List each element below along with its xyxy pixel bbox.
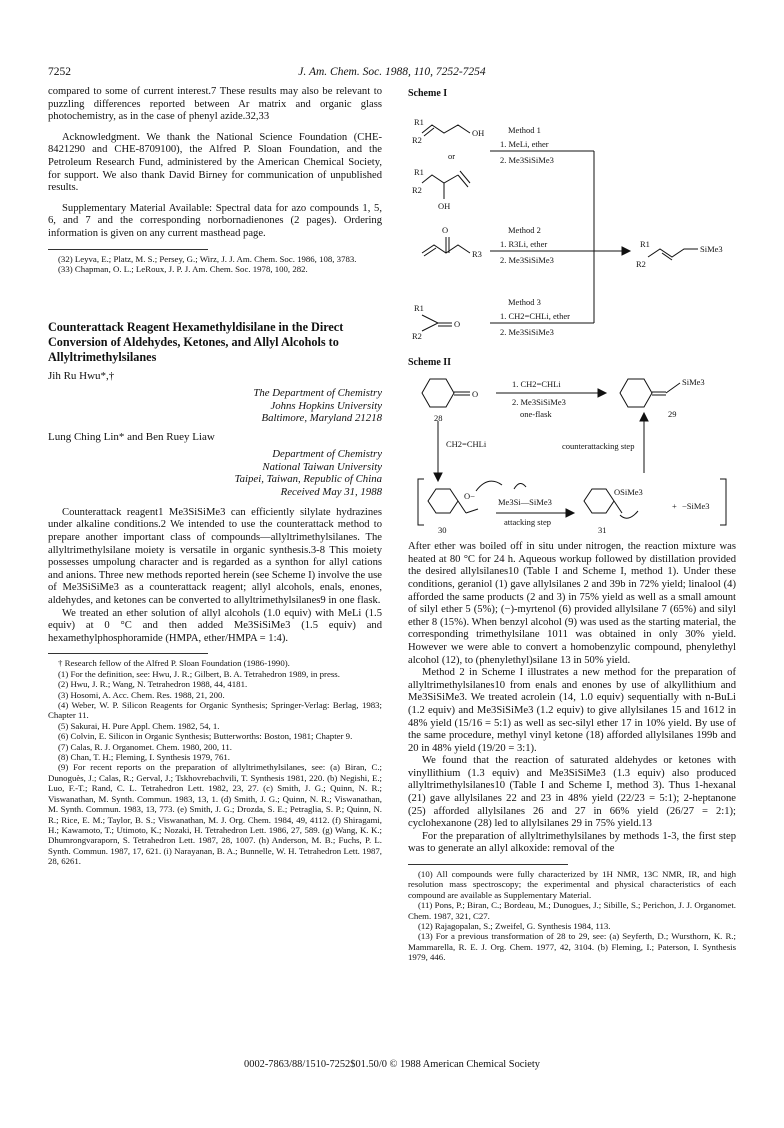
footnote-divider — [408, 864, 568, 865]
reference-item: (32) Leyva, E.; Platz, M. S.; Persey, G.; Wirz, J. J. Am. Chem. Soc. 1986, 108, 3783. — [58, 253, 357, 264]
footnote-item: † Research fellow of the Alfred P. Sloan Foundation (1986-1990). — [58, 658, 290, 669]
footnotes — [48, 658, 382, 866]
running-header — [48, 66, 736, 82]
double-bond — [424, 128, 434, 136]
ketone-skeleton — [422, 315, 438, 331]
affiliation-line: Taipei, Taiwan, Republic of China — [234, 473, 382, 486]
counterattacking-step-label: counterattacking step — [562, 441, 635, 452]
affiliation-line: Baltimore, Maryland 21218 — [261, 412, 382, 425]
page-number: 7252 — [48, 66, 71, 78]
oh-label: OH — [472, 127, 485, 138]
body-paragraph: Counterattack reagent1 Me3SiSiMe3 can efficiently silylate hydrazines under alkaline conditions.2 We intended to use the counterattack method to prepare another important class of compounds—allyltrimethylsilanes. The allyltrimethylsilane moiety is versatile in organic synthesis.3-8 This moiety possesses umpolung character and is regarded as a synthon for allyl cations and anions. Three new methods reported herein (see Scheme I) involve the use of Me3SiSiMe3 as a counterattack reagent; allyl alcohols, enals, enones, aldehydes, and ketones can be converted to allyltrimethylsilanes9 in one flask. — [48, 506, 382, 607]
received-date: Received May 31, 1988 — [280, 486, 382, 499]
method-3-reagent: 2. Me3SiSiMe3 — [500, 326, 554, 337]
scheme-2-diagram — [408, 373, 736, 533]
method-1-label: Method 1 — [508, 124, 541, 135]
affiliation-1 — [48, 387, 382, 425]
r1-label: R1 — [414, 166, 424, 177]
arrow-head — [434, 473, 442, 481]
allylsilane-product — [648, 249, 698, 257]
scheme-2-label: Scheme II — [408, 356, 452, 368]
sime3-label: SiMe3 — [682, 377, 705, 388]
author-2: Lung Ching Lin* and Ben Ruey Liaw — [48, 431, 215, 444]
r1-label: R1 — [414, 116, 424, 127]
scheme-1-label: Scheme I — [408, 88, 448, 99]
article-title: Counterattack Reagent Hexamethyldisilane in the Direct Conversion of Aldehydes, Ketones, and Allyl Alcohols to Allyltrimethylsilanes — [48, 320, 344, 364]
method-3-reagent: 1. CH2=CHLi, ether — [500, 310, 570, 321]
attack-arrow-curve — [476, 481, 502, 491]
compound-30: 30 — [438, 525, 447, 534]
attacking-step-label: attacking step — [504, 517, 551, 528]
reagent-2: 2. Me3SiSiMe3 — [512, 397, 566, 408]
o-label: O — [454, 318, 461, 329]
method-2-reagent: 2. Me3SiSiMe3 — [500, 254, 554, 265]
body-paragraph: Method 2 in Scheme I illustrates a new method for the preparation of allyltrimethylsilanes10 from enals and enones by use of alkyllithium and Me3SiSiMe3. We treated acrolein (14, 1.0 equiv) sequentially with n-BuLi (1.2 equiv) and Me3SiSiMe3 (1.2 equiv) to give allylsilanes 15 and 1612 in 48% yield (15/16 = 5:1) as well as sec-silyl ether 17 in 10% yield. By use of the same procedure, methyl vinyl ketone (18) afforded allylsilanes 199b and 20 in 48% yield (19/20 = 3:1). — [408, 667, 736, 754]
scheme-1-diagram — [408, 105, 736, 355]
compound-28: 28 — [434, 413, 443, 424]
method-2-reagent: 1. R3Li, ether — [500, 238, 548, 249]
left-column — [48, 86, 382, 867]
ch2-bond — [666, 383, 680, 393]
double-bond — [424, 248, 436, 256]
footnote-item: (1) For the definition, see: Hwu, J. R.; Gilbert, B. A. Tetrahedron 1989, in press. — [58, 668, 340, 679]
r2-label: R2 — [412, 330, 422, 341]
body-paragraph: We found that the reaction of saturated aldehydes or ketones with vinyllithium (1.3 equiv) and Me3SiSiMe3 (1.3 equiv) also produced allyltrimethylsilanes10 (Table I and Scheme I, method 3). Thus 1-hexanal (21) gave allylsilanes 22 and 23 in 48% yield (22/23 = 5:1); 2-heptanone (25) afforded allylsilanes 26 and 27 in 66% yield (26/27 = 2:1); cyclohexanone (28) led to allylsilanes 29 in 75% yield.13 — [408, 755, 736, 830]
oh-label: OH — [438, 200, 451, 211]
r2-label: R2 — [412, 134, 422, 145]
o-label: O — [442, 224, 449, 235]
journal-citation: J. Am. Chem. Soc. 1988, 110, 7252-7254 — [298, 66, 486, 78]
osime3-label: OSiMe3 — [614, 487, 643, 498]
cyclohexylidene-ring — [620, 379, 652, 407]
footnote-item: (6) Colvin, E. Silicon in Organic Synthesis; Butterworths: Boston, 1981; Chapter 9. — [58, 731, 353, 742]
o-label: O — [472, 389, 479, 400]
previous-references — [48, 254, 382, 275]
alkoxide-ring — [428, 489, 458, 513]
plus-sign: + — [672, 501, 677, 512]
compound-29: 29 — [668, 409, 677, 420]
footnote-item: (7) Calas, R. J. Organomet. Chem. 1980, 200, 11. — [58, 741, 232, 752]
body-paragraph: For the preparation of allyltrimethylsilanes by methods 1-3, the first step was to generate an allyl alkoxide: removal of the — [408, 830, 736, 855]
tertiary-allyl-alcohol — [422, 175, 458, 183]
allyl-arrow-curve — [620, 511, 638, 518]
vinyl-bond — [466, 509, 478, 513]
one-flask-label: one-flask — [520, 409, 552, 420]
reference-item: (33) Chapman, O. L.; LeRoux, J. P. J. Am. Chem. Soc. 1978, 100, 282. — [58, 263, 308, 274]
r3-label: R3 — [472, 248, 482, 259]
r1-label: R1 — [640, 238, 650, 249]
previous-article-text: compared to some of current interest.7 These results may also be relevant to puzzling differences reported between Ar matrix and organic glass photochemistry, as in the case of phenyl azide.32,33 — [48, 86, 382, 123]
r2-label: R2 — [636, 258, 646, 269]
footnote-item: (12) Rajagopalan, S.; Zweifel, G. Synthesis 1984, 113. — [418, 921, 611, 932]
or-label: or — [448, 150, 456, 161]
method-2-label: Method 2 — [508, 224, 541, 235]
footnote-item: (4) Weber, W. P. Silicon Reagents for Organic Synthesis; Springer-Verlag: Berlag, 1983; Chapter 11. — [48, 700, 382, 721]
body-paragraph: We treated an ether solution of allyl alcohols (1.0 equiv) with MeLi (1.5 equiv) at 0 °C and then added Me3SiSiMe3 (1.5 equiv) and hexamethylphosphoramide (HMPA, ether/HMPA = 1:4). — [48, 607, 382, 644]
footnote-item: (11) Pons, P.; Biran, C.; Bordeau, M.; Dunogues, J.; Sibille, S.; Perichon, J. J. Organomet. Chem. 1987, 321, C27. — [408, 900, 736, 921]
compound-31: 31 — [598, 525, 607, 534]
affiliation-line: National Taiwan University — [262, 460, 382, 473]
reagent-1: 1. CH2=CHLi — [512, 379, 561, 390]
disilane-label: Me3Si—SiMe3 — [498, 497, 552, 508]
reference-divider — [48, 249, 208, 250]
footnote-item: (13) For a previous transformation of 28 to 29, see: (a) Seyferth, D.; Wursthorn, K. R.; Mammarella, R. E. J. Org. Chem. 1977, 42, 3104. (b) Fleming, I.; Paterson, I. Synthesis 1979, 446. — [408, 931, 736, 963]
r1-label: R1 — [414, 302, 424, 313]
footnote-item: (3) Hosomi, A. Acc. Chem. Res. 1988, 21, 200. — [58, 689, 225, 700]
affiliation-line: The Department of Chemistry — [253, 386, 382, 399]
copyright-footer: 0002-7863/88/1510-7252$01.50/0 © 1988 American Chemical Society — [244, 1059, 540, 1070]
cyclohexanone-ring — [422, 379, 454, 407]
body-paragraph: After ether was boiled off in situ under nitrogen, the reaction mixture was heated at 80 °C for 24 h. Aqueous workup followed by distillation provided the desired allylsilanes10 (Table I and Scheme I, method 1). Under these conditions, geraniol (1) gave allylsilanes 2 and 39b in 72% yield; linalool (4) afforded the same products (2 and 3) in 75% yield as well as a small amount of silyl ether 5 (5%); (−)-myrtenol (6) provided allylsilane 7 (65%) and silyl ether 8 (15%). When benzyl alcohol (9) was used as the starting material, the corresponding trimethylsilane 1011 was obtained in only 30% yield. However we were able to convert a homobenzylic compound, phenylethyl alcohol (12), to (phenylethyl)silane 13 in 50% yield. — [408, 541, 736, 666]
method-3-label: Method 3 — [508, 296, 541, 307]
arrow-head — [640, 413, 648, 421]
silyl-anion-label: −SiMe3 — [682, 501, 710, 512]
allyl-bond — [614, 501, 622, 513]
affiliation-line: Johns Hopkins University — [270, 399, 382, 412]
footnote-item: (10) All compounds were fully characterized by 1H NMR, 13C NMR, IR, and high resolution mass spectroscopy; the experimental and physical characteristics of each compound are available as Supplementary Material. — [408, 869, 736, 900]
footnote-item: (9) For recent reports on the preparation of allyltrimethylsilanes, see: (a) Biran, C.; Dunoguès, J.; Calas, R.; Gerval, J.; Tskhovrebachvili, T. Synthesis 1981, 220. (b) Negishi, E.; Luo, F.-T.; Rand, C. L. Tetrahedron Lett. 1982, 23, 27. (c) Smith, J. G.; Quinn, N. R.; Viswanathan, M. Synth. Commun. 1983, 13, 1. (d) Smith, J. G.; Quinn, N. R.; Viswanathan, M. Synth. Commun. 1983, 13, 773. (e) Smith, J. G.; Drozda, S. E.; Petraglia, S. P.; Quinn, N. R.; Rice, E. M.; Taylor, B. S.; Viswanathan, M. J. Org. Chem. 1984, 49, 4112. (f) Shiragami, H.; Kawamoto, T.; Utimoto, K.; Nozaki, H. Tetrahedron Lett. 1986, 27, 589. (g) Wang, K. K.; Dhumrongvaraporn, S. Tetrahedron Lett. 1987, 28, 1007. (h) Anderson, M. B.; Fuchs, P. L. Synth. Commun. 1987, 17, 621. (i) Narayanan, B. A.; Bunnelle, W. H. Tetrahedron Lett. 1987, 28, 6261. — [48, 762, 382, 867]
footnote-item: (2) Hwu, J. R.; Wang, N. Tetrahedron 1988, 44, 4181. — [58, 679, 248, 690]
footnotes — [408, 869, 736, 963]
vinyl-bond — [458, 501, 466, 513]
arrow-head — [622, 247, 630, 255]
product-label: SiMe3 — [700, 243, 723, 254]
affiliation-line: Department of Chemistry — [272, 447, 382, 460]
vinyllithium-label: CH2=CHLi — [446, 439, 487, 450]
footnote-divider — [48, 653, 208, 654]
supplementary-material: Supplementary Material Available: Spectral data for azo compounds 1, 5, 6, and 7 and the corresponding norbornadienones (2 pages). Ordering information is given on any current masthead page. — [48, 202, 382, 239]
arrow-head — [566, 509, 574, 517]
acknowledgment: Acknowledgment. We thank the National Science Foundation (CHE-8421290 and CHE-8709100), the Alfred P. Sloan Foundation, and the Petroleum Research Fund, administered by the American Chemical Society, for support. We also thank David Birney for communication of unpublished results. — [48, 131, 382, 194]
method-1-reagent: 2. Me3SiSiMe3 — [500, 154, 554, 165]
arrow-head — [598, 389, 606, 397]
left-bracket — [418, 479, 424, 525]
right-column — [408, 86, 736, 963]
footnote-item: (5) Sakurai, H. Pure Appl. Chem. 1982, 54, 1. — [58, 720, 220, 731]
footnote-item: (8) Chan, T. H.; Fleming, I. Synthesis 1979, 761. — [58, 752, 230, 763]
double-bond — [458, 175, 468, 187]
vinyl-bond — [460, 171, 470, 183]
affiliation-2 — [48, 448, 382, 499]
alkoxide-label: O− — [464, 491, 475, 502]
author-1: Jih Ru Hwu*,† — [48, 370, 115, 383]
right-bracket — [720, 479, 726, 525]
method-1-reagent: 1. MeLi, ether — [500, 138, 549, 149]
r2-label: R2 — [412, 184, 422, 195]
silyl-ether-ring — [584, 489, 614, 513]
attack-arrow-curve — [514, 484, 526, 490]
